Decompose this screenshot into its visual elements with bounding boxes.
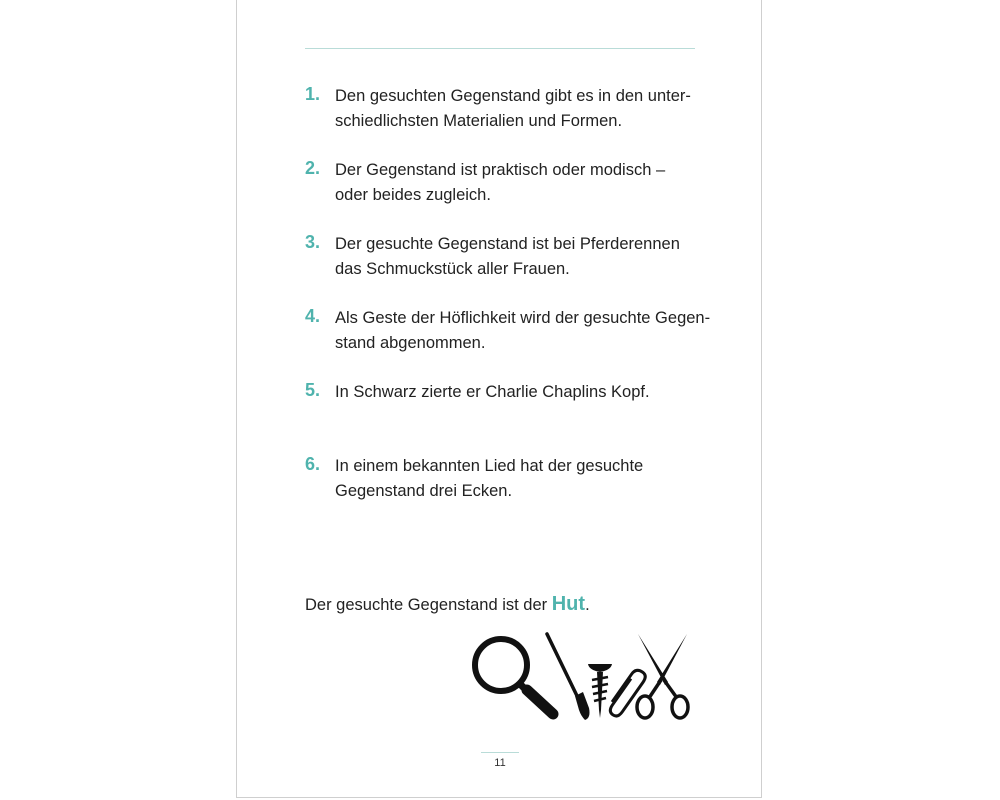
clue-text-line: schiedlichsten Materialien und Formen.: [335, 112, 623, 130]
answer-prefix: Der gesuchte Gegenstand ist der: [305, 595, 552, 614]
clue-text-line: Der Gegenstand ist praktisch oder modisch –: [335, 161, 666, 179]
clue-text-line: Den gesuchten Gegenstand gibt es in den unter-: [335, 87, 691, 105]
page-number: 11: [494, 757, 506, 769]
clue-number: 1.: [305, 84, 321, 104]
clue-item: [305, 158, 705, 232]
clue-number: 2.: [305, 158, 321, 178]
clue-item: [305, 306, 711, 380]
clue-number: 5.: [305, 380, 321, 400]
clue-item: [305, 232, 705, 306]
clue-item: [305, 454, 705, 528]
answer-sentence: [305, 592, 590, 618]
clue-text-line: Gegenstand drei Ecken.: [335, 482, 513, 500]
top-divider: [305, 48, 695, 49]
footer-divider: [481, 752, 519, 753]
clue-number: 4.: [305, 306, 321, 326]
clue-text-line: das Schmuckstück aller Frauen.: [335, 260, 570, 278]
book-page: [236, 0, 762, 798]
magnifying-glass-icon: [475, 639, 553, 714]
clue-item: [305, 380, 705, 454]
clue-number: 3.: [305, 232, 321, 252]
clue-list: [305, 84, 711, 528]
clue-text-line: Der gesuchte Gegenstand ist bei Pferderennen: [335, 235, 680, 253]
clue-text-line: In Schwarz zierte er Charlie Chaplins Kopf.: [335, 383, 650, 401]
clue-number: 6.: [305, 454, 321, 474]
clue-text-line: stand abgenommen.: [335, 334, 486, 352]
answer-suffix: .: [585, 595, 590, 614]
clue-item: [305, 84, 705, 158]
clue-text-line: Als Geste der Höflichkeit wird der gesuchte Gegen-: [335, 309, 711, 327]
answer-word: Hut: [551, 592, 586, 615]
tools-illustration: [471, 630, 697, 722]
clue-text-line: In einem bekannten Lied hat der gesuchte: [335, 457, 644, 475]
clue-text-line: oder beides zugleich.: [335, 186, 491, 204]
screw-icon: [588, 664, 612, 718]
paperclip-icon: [606, 668, 647, 719]
